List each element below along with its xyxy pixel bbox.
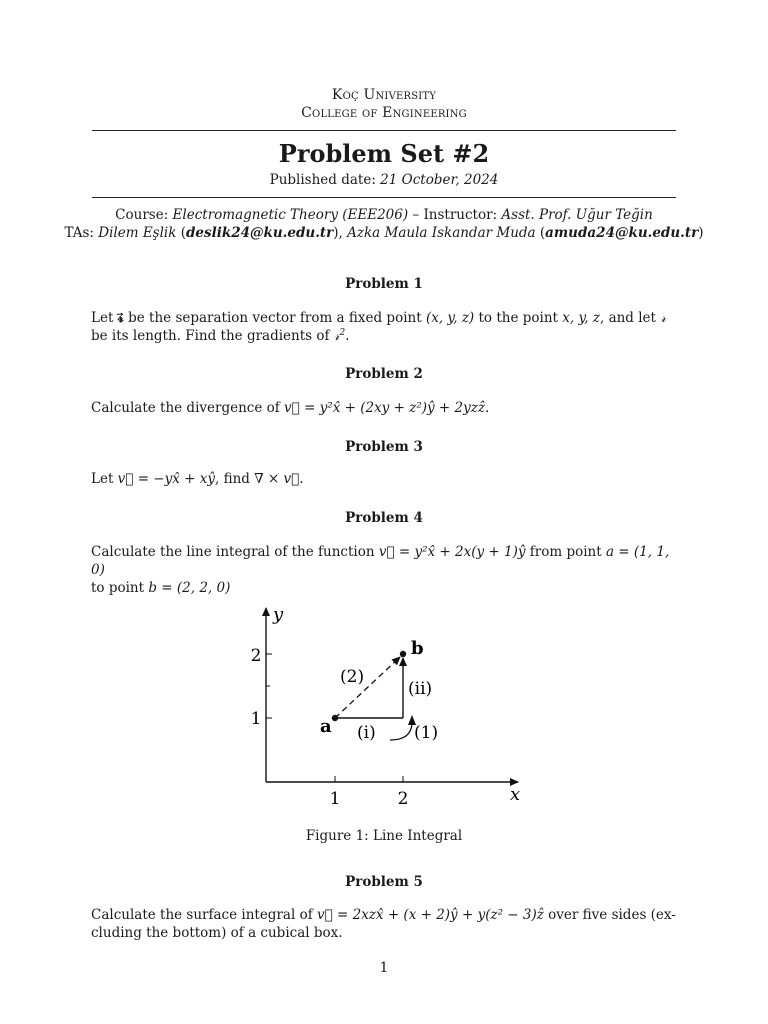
problem-4-heading: Problem 4 xyxy=(345,510,423,526)
page-title: Problem Set #2 xyxy=(278,139,490,168)
header-rule-top xyxy=(92,130,676,131)
tas-line: TAs: Dilem Eşlik (deslik24@ku.edu.tr), Azka Maula Iskandar Muda (amuda24@ku.edu.tr) xyxy=(64,225,704,241)
p1-text-a: Let xyxy=(91,310,118,326)
figure-caption: Figure 1: Line Integral xyxy=(305,828,463,844)
p3-text-a: Let xyxy=(91,471,118,487)
published-line xyxy=(0,172,768,188)
p3-text-c: . xyxy=(299,471,304,487)
segment-ii-label: (ii) xyxy=(408,679,433,699)
p1-text-c: to the point xyxy=(474,310,563,326)
path-2-label: (2) xyxy=(340,667,365,687)
problem-5-heading: Problem 5 xyxy=(345,874,423,890)
problem-5-text xyxy=(91,906,681,942)
problem-2-text xyxy=(91,399,681,417)
p2-text-b: . xyxy=(484,400,490,416)
segment-i-label: (i) xyxy=(357,723,376,743)
tas-label: TAs: xyxy=(64,225,94,241)
p3-curl-expression: ∇ × v⃗ xyxy=(254,471,300,487)
problem-1-text xyxy=(91,309,681,345)
p1-text-e: be its length. Find the gradients of xyxy=(91,328,334,344)
p4-expression: v⃗ = y²x̂ + 2x(y + 1)ŷ xyxy=(378,544,526,560)
instructor-label: – Instructor: xyxy=(412,207,498,223)
p1-point-1: (x, y, z) xyxy=(425,310,475,326)
point-a-label: a xyxy=(320,716,332,737)
p5-expression: v⃗ = 2xzx̂ + (x + 2)ŷ + y(z² − 3)ẑ xyxy=(316,907,544,923)
published-label: Published date: xyxy=(269,172,376,188)
instructor-name: Asst. Prof. Uğur Teğin xyxy=(501,207,653,223)
p4-text-c: to point xyxy=(91,580,149,596)
problem-3-text xyxy=(91,470,681,488)
script-r-squared: 𝓇$^2$ xyxy=(333,328,346,344)
p3-expression: v⃗ = −yx̂ + xŷ xyxy=(117,471,215,487)
p5-text-c: cluding the bottom) of a cubical box. xyxy=(91,925,343,941)
p2-text-a: Calculate the divergence of xyxy=(91,400,285,416)
college-name: College of Engineering xyxy=(301,105,467,121)
ta1-email[interactable]: deslik24@ku.edu.tr xyxy=(185,225,334,241)
script-r-symbol: 𝓇 xyxy=(660,310,666,326)
p4-point-b: b = (2, 2, 0) xyxy=(148,580,231,596)
course-line xyxy=(0,207,768,223)
y-axis-label: y xyxy=(273,604,284,625)
p5-text-a: Calculate the surface integral of xyxy=(91,907,317,923)
line-integral-figure xyxy=(240,600,540,815)
point-b-label: b xyxy=(411,638,424,659)
p4-text-a: Calculate the line integral of the function xyxy=(91,544,379,560)
course-name: Electromagnetic Theory (EEE206) xyxy=(172,207,409,223)
course-label: Course: xyxy=(115,207,169,223)
p5-text-b: over five sides (ex- xyxy=(543,907,676,923)
problem-1-heading: Problem 1 xyxy=(345,276,423,292)
point-a-dot xyxy=(332,715,338,721)
y-tick-label-2: 2 xyxy=(250,646,262,666)
p1-text-d: , and let xyxy=(599,310,661,326)
page-number: 1 xyxy=(379,960,389,976)
p1-point-2: x, y, z xyxy=(562,310,600,326)
x-tick-label-1: 1 xyxy=(329,789,341,809)
ta1-name: Dilem Eşlik xyxy=(98,225,177,241)
ta2-name: Azka Maula Iskandar Muda xyxy=(347,225,536,241)
p3-text-b: , find xyxy=(214,471,255,487)
p1-text-f: . xyxy=(345,328,350,344)
problem-3-heading: Problem 3 xyxy=(345,439,423,455)
p4-text-b: from point xyxy=(525,544,606,560)
published-date: 21 October, 2024 xyxy=(380,172,499,188)
university-name: Koç University xyxy=(331,87,437,103)
p1-text-b: be the separation vector from a fixed point xyxy=(123,310,426,326)
x-axis-label: x xyxy=(510,784,521,805)
y-tick-label-1: 1 xyxy=(250,709,262,729)
x-tick-label-2: 2 xyxy=(397,789,409,809)
p4-point-a: a = (1, 1, 0) xyxy=(91,544,670,578)
problem-4-text xyxy=(91,543,681,597)
p2-expression: v⃗ = y²x̂ + (2xy + z²)ŷ + 2yzẑ xyxy=(284,400,485,416)
path-1-label: (1) xyxy=(414,723,439,743)
point-b-dot xyxy=(400,651,406,657)
problem-2-heading: Problem 2 xyxy=(345,366,423,382)
header-rule-bottom xyxy=(92,197,676,198)
ta2-email[interactable]: amuda24@ku.edu.tr xyxy=(545,225,699,241)
script-r-vector-symbol: 𝓻⃗ xyxy=(117,310,124,326)
